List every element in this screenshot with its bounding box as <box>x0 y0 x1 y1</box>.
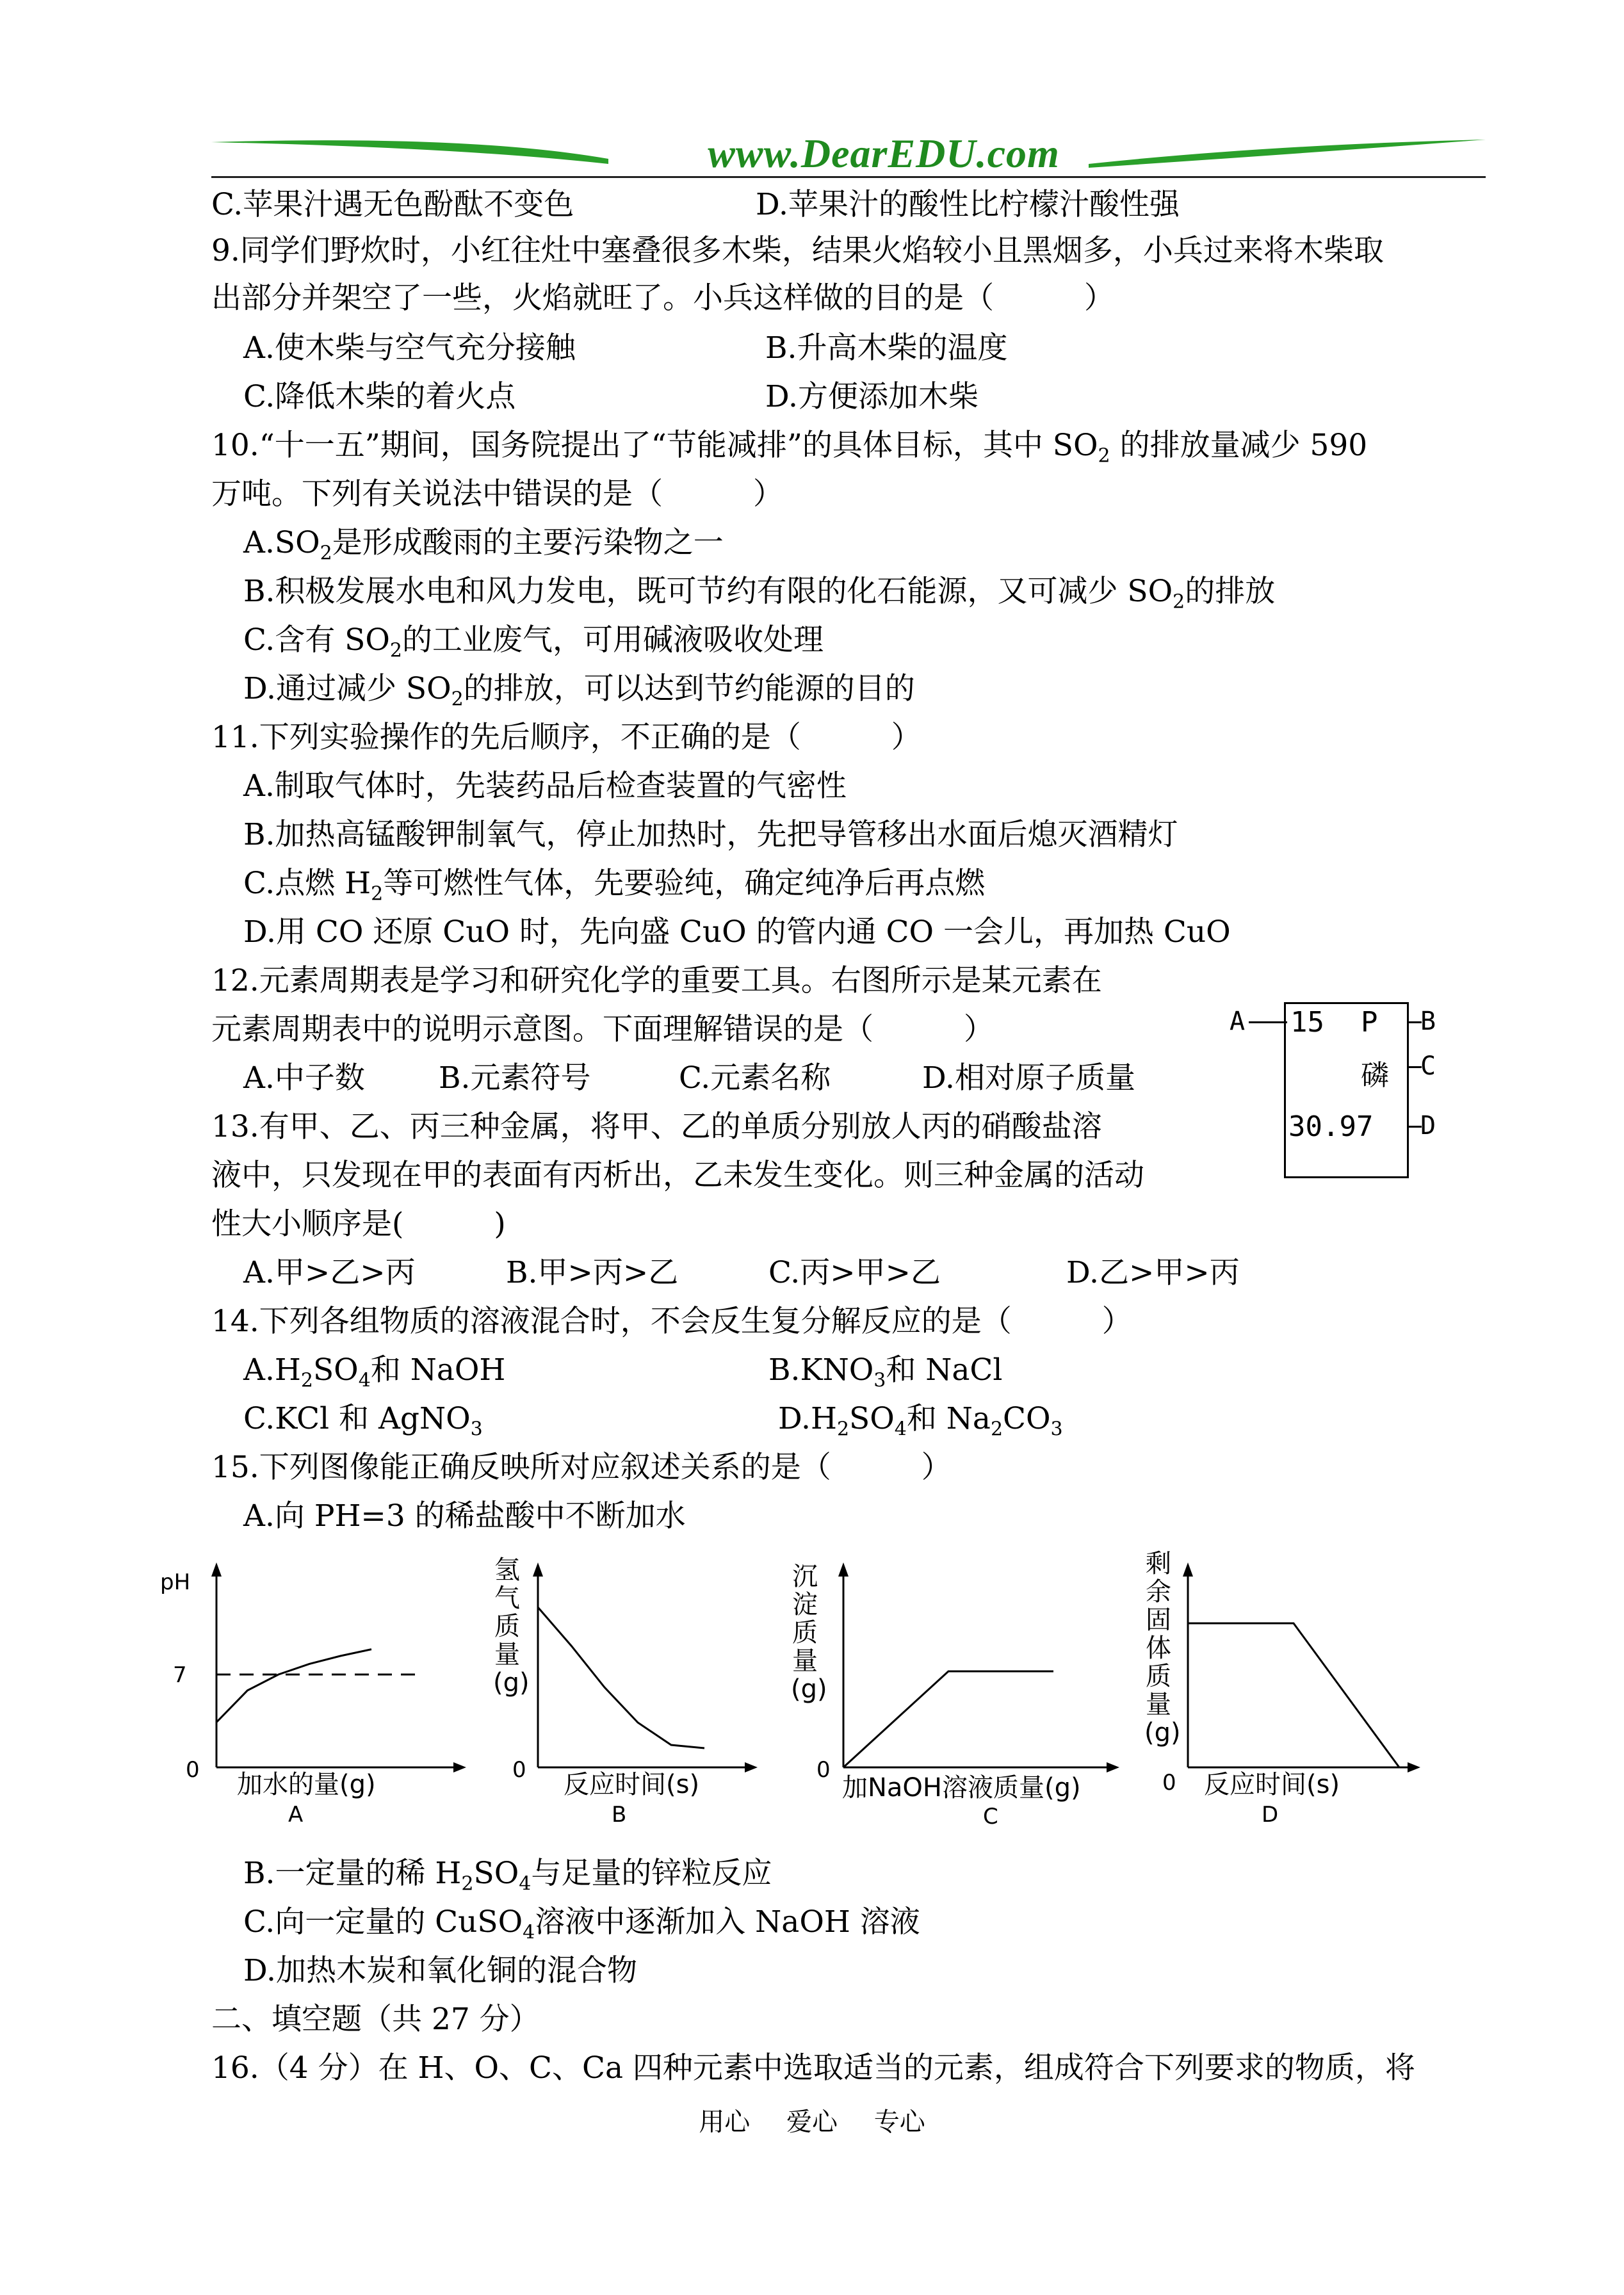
text-line <box>211 1156 1144 1195</box>
subscript: 4 <box>519 1872 532 1895</box>
page-footer <box>0 2105 1624 2139</box>
subscript: 2 <box>990 1418 1003 1441</box>
text-segment: 和 NaOH <box>370 1352 506 1388</box>
graph-b-caption: B <box>612 1802 627 1825</box>
graph-d-curve <box>1188 1623 1399 1767</box>
graph-c-caption: C <box>983 1804 998 1825</box>
text-segment: D.通过减少 SO <box>243 671 451 706</box>
graph-d-caption: D <box>1262 1802 1279 1825</box>
text-segment: 和 Na <box>906 1401 991 1436</box>
tile-pointer-a <box>1249 1021 1287 1023</box>
text-line <box>1066 1254 1240 1292</box>
subscript: 4 <box>523 1921 535 1944</box>
tile-pointer-b <box>1409 1021 1422 1023</box>
footer-word-3: 专心 <box>873 2107 925 2137</box>
text-segment: B.一定量的稀 H <box>243 1856 462 1891</box>
text-line <box>765 378 978 416</box>
text-line <box>211 186 574 224</box>
text-segment: C.含有 SO <box>243 622 390 658</box>
text-line <box>243 1254 416 1292</box>
text-segment: B.甲>丙>乙 <box>506 1255 679 1290</box>
text-line <box>211 2049 1415 2088</box>
text-line <box>211 1302 1132 1341</box>
graph-c-origin: 0 <box>816 1757 831 1783</box>
graph-a-ref-label: 7 <box>173 1662 187 1688</box>
graph-b-xlabel: 反应时间(s) <box>564 1770 700 1799</box>
text-segment: A.制取气体时，先装药品后检查装置的气密性 <box>243 768 847 804</box>
text-segment: C.元素名称 <box>679 1060 831 1096</box>
tile-symbol: P <box>1361 1006 1378 1039</box>
text-line <box>243 767 847 806</box>
text-line <box>243 913 1231 952</box>
text-line <box>768 1351 1002 1400</box>
subscript: 2 <box>1098 444 1110 467</box>
text-segment: A.中子数 <box>243 1060 365 1096</box>
site-url: www.DearEDU.com <box>708 131 1060 176</box>
text-segment: 是形成酸雨的主要污染物之一 <box>332 525 724 560</box>
text-segment: 溶液中逐渐加入 NaOH 溶液 <box>535 1904 920 1940</box>
subscript: 2 <box>461 1872 474 1895</box>
element-tile-diagram <box>1230 993 1436 1181</box>
text-line <box>211 1108 1102 1146</box>
text-line <box>243 670 915 718</box>
tile-pointer-c <box>1409 1066 1422 1068</box>
graph-a <box>160 1556 467 1825</box>
graph-b <box>493 1556 762 1825</box>
text-line <box>243 329 576 368</box>
text-line <box>243 1351 505 1400</box>
subscript: 2 <box>1173 590 1185 613</box>
header-divider <box>211 176 1486 178</box>
text-line <box>243 621 824 670</box>
text-segment: 等可燃性气体，先要验纯，确定纯净后再点燃 <box>383 866 986 901</box>
text-segment: D.加热木炭和氧化铜的混合物 <box>243 1953 637 1988</box>
text-segment: B.加热高锰酸钾制氧气，停止加热时，先把导管移出水面后熄灭酒精灯 <box>243 817 1178 852</box>
text-segment: C.丙>甲>乙 <box>768 1255 941 1290</box>
text-line <box>211 475 783 514</box>
text-line <box>211 2000 540 2039</box>
graph-d-ylabel: 剩余固体质量(g) <box>1144 1549 1181 1748</box>
text-segment: A.H <box>243 1352 301 1388</box>
subscript: 2 <box>389 639 402 662</box>
text-segment: 9.同学们野炊时，小红往灶中塞叠很多木柴，结果火焰较小且黑烟多，小兵过来将木柴取 <box>211 233 1384 268</box>
text-segment: 13.有甲、乙、丙三种金属，将甲、乙的单质分别放人丙的硝酸盐溶 <box>211 1109 1102 1144</box>
text-line <box>243 864 985 913</box>
text-line <box>679 1059 831 1098</box>
text-segment: A.向 PH=3 的稀盐酸中不断加水 <box>243 1498 686 1534</box>
text-line <box>211 426 1367 475</box>
tile-label-c: C <box>1420 1051 1436 1081</box>
text-segment: D.苹果汁的酸性比柠檬汁酸性强 <box>756 187 1180 222</box>
graph-d-svg <box>1143 1550 1425 1825</box>
text-line <box>211 232 1384 270</box>
tile-atomic-number: 15 <box>1290 1006 1324 1039</box>
text-segment: B.积极发展水电和风力发电，既可节约有限的化石能源，又可减少 SO <box>243 574 1173 609</box>
text-line <box>211 1448 952 1487</box>
text-segment: D.方便添加木柴 <box>765 379 978 414</box>
text-segment: 15.下列图像能正确反映所对应叙述关系的是（ ） <box>211 1450 952 1485</box>
text-segment: 12.元素周期表是学习和研究化学的重要工具。右图所示是某元素在 <box>211 963 1102 998</box>
tile-label-b: B <box>1420 1007 1436 1036</box>
text-line <box>243 378 516 416</box>
graph-b-origin: 0 <box>512 1757 526 1783</box>
text-segment: D.乙>甲>丙 <box>1066 1255 1240 1290</box>
graph-c-xlabel: 加NaOH溶液质量(g) <box>842 1773 1081 1803</box>
subscript: 2 <box>371 882 384 905</box>
text-segment: 二、填空题（共 27 分） <box>211 2002 540 2037</box>
graph-b-svg <box>493 1556 762 1825</box>
subscript: 2 <box>836 1418 850 1441</box>
text-segment: 的排放，可以达到节约能源的目的 <box>463 671 915 706</box>
text-line <box>211 279 1114 318</box>
text-line <box>243 1059 365 1098</box>
text-segment: 出部分并架空了一些，火焰就旺了。小兵这样做的目的是（ ） <box>211 280 1114 316</box>
text-segment: 10.“十一五”期间，国务院提出了“节能减排”的具体目标，其中 SO <box>211 428 1098 463</box>
graph-a-xlabel: 加水的量(g) <box>237 1770 376 1799</box>
text-line <box>506 1254 678 1292</box>
subscript: 2 <box>300 1369 313 1392</box>
text-segment: 11.下列实验操作的先后顺序，不正确的是（ ） <box>211 720 922 755</box>
text-line <box>243 1400 483 1448</box>
text-segment: D.H <box>778 1401 837 1436</box>
subscript: 3 <box>873 1369 886 1392</box>
graph-a-caption: A <box>288 1802 304 1825</box>
text-segment: C.点燃 H <box>243 866 371 901</box>
text-segment: C.苹果汁遇无色酚酞不变色 <box>211 187 574 222</box>
tile-label-a: A <box>1230 1007 1246 1036</box>
text-line <box>778 1400 1063 1448</box>
text-segment: A.SO <box>243 525 320 560</box>
footer-word-2: 爱心 <box>786 2107 838 2137</box>
text-line <box>922 1059 1135 1098</box>
text-line <box>243 816 1178 854</box>
text-segment: C.KCl 和 AgNO <box>243 1401 471 1436</box>
subscript: 2 <box>320 542 332 565</box>
text-line <box>243 1952 637 1990</box>
text-line <box>211 962 1102 1000</box>
text-line <box>768 1254 941 1292</box>
tile-element-name: 磷 <box>1361 1059 1389 1092</box>
text-segment: 的工业废气，可用碱液吸收处理 <box>402 622 824 658</box>
graph-d <box>1143 1550 1425 1825</box>
text-line <box>243 1903 920 1952</box>
text-segment: SO <box>849 1401 895 1436</box>
tile-label-d: D <box>1420 1111 1436 1140</box>
tile-atomic-mass: 30.97 <box>1288 1110 1374 1143</box>
footer-word-1: 用心 <box>699 2107 751 2137</box>
text-segment: B.元素符号 <box>439 1060 591 1096</box>
text-segment: B.升高木柴的温度 <box>765 330 1008 366</box>
text-line <box>211 1010 994 1049</box>
graph-c-svg <box>791 1562 1124 1825</box>
tile-pointer-d <box>1409 1126 1422 1128</box>
subscript: 3 <box>1050 1418 1063 1441</box>
text-line <box>211 1205 506 1244</box>
text-segment: B.KNO <box>768 1352 874 1388</box>
text-segment: 和 NaCl <box>886 1352 1003 1388</box>
text-line <box>243 1854 772 1903</box>
graph-c-ylabel: 沉淀质量(g) <box>791 1562 827 1704</box>
subscript: 4 <box>894 1418 907 1441</box>
graph-b-ylabel: 氢气质量(g) <box>493 1555 530 1698</box>
text-segment: D.用 CO 还原 CuO 时，先向盛 CuO 的管内通 CO 一会儿，再加热 CuO <box>243 914 1231 950</box>
text-segment: 与足量的锌粒反应 <box>531 1856 772 1891</box>
text-line <box>243 1497 686 1536</box>
text-segment: A.甲>乙>丙 <box>243 1255 416 1290</box>
subscript: 4 <box>358 1369 371 1392</box>
text-segment: 14.下列各组物质的溶液混合时，不会反生复分解反应的是（ ） <box>211 1304 1132 1339</box>
text-segment: SO <box>313 1352 359 1388</box>
text-segment: 元素周期表中的说明示意图。下面理解错误的是（ ） <box>211 1012 994 1047</box>
text-line <box>765 329 1007 368</box>
text-segment: 16.（4 分）在 H、O、C、Ca 四种元素中选取适当的元素，组成符合下列要求的物质，将 <box>211 2050 1415 2086</box>
subscript: 2 <box>451 688 464 711</box>
text-line <box>439 1059 590 1098</box>
graph-a-ylabel: pH <box>160 1569 191 1595</box>
text-segment: 的排放 <box>1185 574 1276 609</box>
text-segment: C.向一定量的 CuSO <box>243 1904 523 1940</box>
graph-a-svg <box>160 1556 467 1825</box>
graph-a-origin: 0 <box>186 1757 200 1783</box>
text-line <box>211 718 922 757</box>
text-line <box>243 524 724 572</box>
text-segment: 性大小顺序是( ) <box>211 1206 506 1242</box>
graph-d-xlabel: 反应时间(s) <box>1204 1770 1340 1799</box>
text-line <box>243 572 1275 621</box>
graph-c <box>791 1562 1124 1825</box>
text-line <box>756 186 1180 224</box>
text-segment: 的排放量减少 590 <box>1110 428 1368 463</box>
text-segment: CO <box>1003 1401 1051 1436</box>
graph-b-curve <box>538 1607 704 1748</box>
text-segment: SO <box>473 1856 519 1891</box>
text-segment: D.相对原子质量 <box>922 1060 1135 1096</box>
text-segment: 万吨。下列有关说法中错误的是（ ） <box>211 476 783 512</box>
text-segment: A.使木柴与空气充分接触 <box>243 330 576 366</box>
graph-c-curve <box>843 1671 1053 1767</box>
subscript: 3 <box>470 1418 483 1441</box>
text-segment: 液中，只发现在甲的表面有丙析出，乙未发生变化。则三种金属的活动 <box>211 1158 1144 1193</box>
graph-d-origin: 0 <box>1162 1770 1176 1796</box>
graph-a-curve <box>216 1650 371 1723</box>
text-segment: C.降低木柴的着火点 <box>243 379 516 414</box>
